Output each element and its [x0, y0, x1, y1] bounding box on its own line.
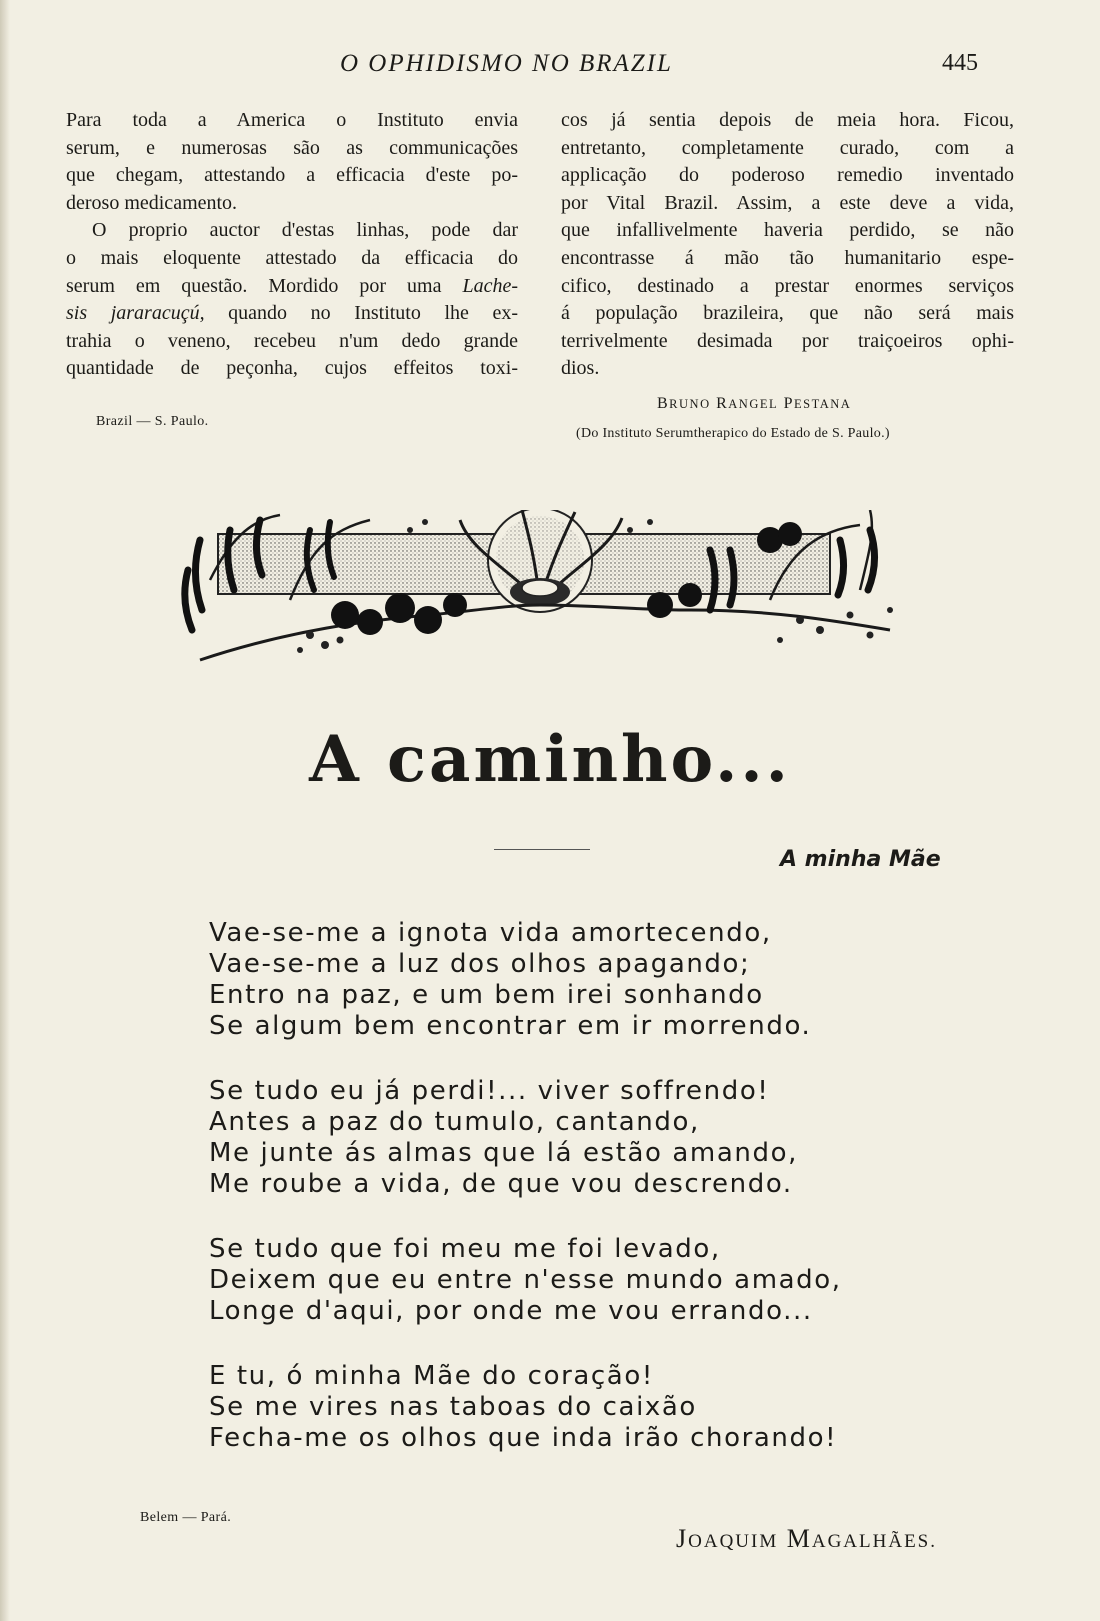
verse-line: Antes a paz do tumulo, cantando, [209, 1107, 700, 1137]
stanza [209, 1234, 842, 1327]
text-line: O proprio auctor d'estas linhas, pode dar [92, 219, 518, 242]
poem-body [209, 918, 842, 1488]
species-name: Lache- [462, 274, 518, 297]
paragraph-1 [66, 107, 518, 217]
text-line: encontrasse á mão tão humanitario espe- [561, 246, 1014, 269]
verse-line: Vae-se-me a ignota vida amortecendo, [209, 918, 772, 948]
page-edge-shadow [0, 0, 10, 1621]
paragraph-2 [66, 217, 518, 383]
verse-line: Longe d'aqui, por onde me vou errando... [209, 1296, 813, 1326]
verse-line: Se me vires nas taboas do caixão [209, 1392, 697, 1422]
text-line: cifico, destinado a prestar enormes serviços [561, 274, 1014, 297]
text-line: por Vital Brazil. Assim, a este deve a vida, [561, 191, 1014, 214]
poem-author: JOAQUIM MAGALHÃES. [676, 1524, 937, 1553]
text-line: trahia o veneno, recebeu n'um dedo grande [66, 329, 518, 352]
text-line: dios. [561, 357, 600, 380]
text-line [66, 273, 518, 301]
text-line: o mais eloquente attestado da efficacia do [66, 246, 518, 269]
verse-line: Fecha-me os olhos que inda irão chorando! [209, 1423, 838, 1453]
text-line: terrivelmente desimada por traiçoeiros ophi- [561, 329, 1014, 352]
article-right-column [561, 107, 1014, 383]
article-left-column [66, 107, 518, 383]
text-line: que infallivelmente haveria perdido, se não [561, 219, 1014, 242]
species-name: sis jararacuçú, [66, 302, 205, 325]
text-line: á população brazileira, que não será mais [561, 302, 1014, 325]
page-number: 445 [942, 50, 978, 76]
poem-place: Belem — Pará. [140, 1510, 232, 1525]
stanza [209, 1076, 842, 1200]
verse-line: Deixem que eu entre n'esse mundo amado, [209, 1265, 842, 1295]
author-affiliation: (Do Instituto Serumtherapico do Estado de S. Paulo.) [576, 426, 890, 441]
verse-line: Se tudo eu já perdi!... viver soffrendo! [209, 1076, 770, 1106]
verse-line: Entro na paz, e um bem irei sonhando [209, 980, 764, 1010]
poem-dedication: A minha Mãe [780, 847, 941, 872]
verse-line: E tu, ó minha Mãe do coração! [209, 1361, 654, 1391]
verse-line: Me junte ás almas que lá estão amando, [209, 1138, 798, 1168]
title-divider [494, 849, 590, 850]
text-line: quantidade de peçonha, cujos effeitos toxi- [66, 357, 518, 380]
text-line: Para toda a America o Instituto envia [66, 109, 518, 131]
text-line: applicação do poderoso remedio inventado [561, 164, 1014, 187]
stanza [209, 918, 842, 1042]
text-fragment: quando no Instituto lhe ex- [204, 302, 518, 325]
text-line: cos já sentia depois de meia hora. Ficou, [561, 109, 1014, 131]
verse-line: Vae-se-me a luz dos olhos apagando; [209, 949, 751, 979]
verse-line: Se algum bem encontrar em ir morrendo. [209, 1011, 812, 1041]
stanza [209, 1361, 842, 1454]
text-line: deroso medicamento. [66, 191, 238, 214]
text-fragment: serum em questão. Mordido por uma [66, 274, 463, 297]
article-author: BRUNO RANGEL PESTANA [657, 395, 852, 412]
text-line: entretanto, completamente curado, com a [561, 136, 1014, 159]
verse-line: Se tudo que foi meu me foi levado, [209, 1234, 721, 1264]
article-place: Brazil — S. Paulo. [96, 414, 209, 429]
poem-title: A caminho... [309, 722, 791, 797]
text-line [66, 300, 518, 328]
floral-ornament-icon [170, 510, 910, 670]
running-title: O OPHIDISMO NO BRAZIL [340, 50, 673, 77]
verse-line: Me roube a vida, de que vou descrendo. [209, 1169, 793, 1199]
text-line: que chegam, attestando a efficacia d'este po- [66, 164, 518, 187]
text-line: serum, e numerosas são as communicações [66, 136, 518, 159]
paragraph-3 [561, 107, 1014, 383]
